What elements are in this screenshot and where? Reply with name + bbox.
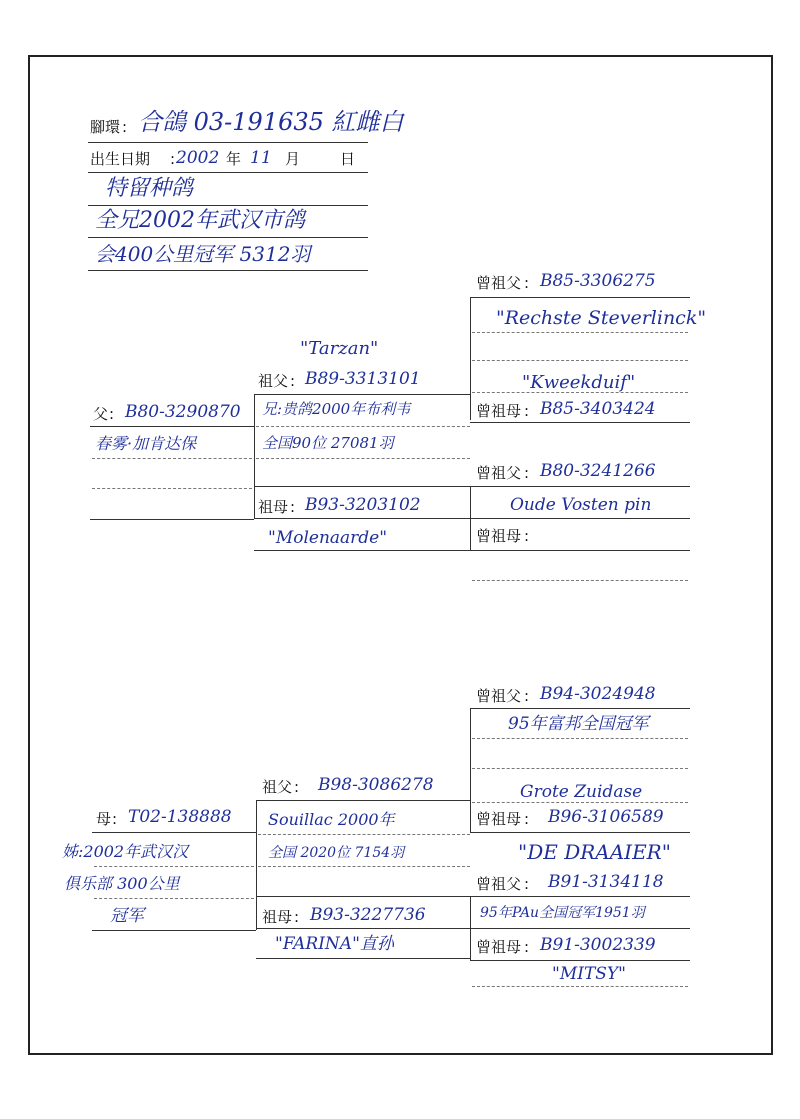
mother-ring: T02-138888	[128, 807, 232, 827]
gp1-label: 祖父	[258, 372, 289, 390]
ggp1-bracket	[470, 297, 471, 420]
note-underline-1	[88, 205, 368, 206]
m-ggp1-note-1: 95年富邦全国冠军	[508, 714, 649, 734]
mother-dash-2	[94, 898, 254, 899]
m-ggp3-label: 曾祖父	[476, 875, 522, 893]
colon: :	[294, 778, 300, 796]
mother-label: 母	[96, 810, 112, 828]
father-ring: B80-3290870	[125, 402, 241, 422]
ggp2-line	[470, 422, 690, 423]
ggp1-dash-3	[472, 392, 688, 393]
birth-month-label: 月	[285, 150, 301, 168]
gp2-ring: B93-3203102	[305, 495, 421, 515]
ggp4-dash-1	[472, 580, 688, 581]
colon: :	[524, 464, 530, 482]
m-gp2-line	[256, 928, 690, 929]
mother-note-1: 姊:2002年武汉汉	[62, 842, 189, 861]
ggp4-label: 曾祖母	[476, 527, 522, 545]
ggp3-line	[254, 486, 690, 487]
colon: :	[524, 810, 530, 828]
m-ggp2-label: 曾祖母	[476, 810, 522, 828]
note-underline-3	[88, 270, 368, 271]
ggp1-line	[470, 297, 690, 298]
m-gp2-label: 祖母	[262, 908, 293, 926]
m-ggp1-dash-3	[472, 802, 688, 803]
birth-date-label: 出生日期	[90, 150, 151, 168]
ggp1-note-1: "Rechste Steverlinck"	[496, 307, 707, 329]
gp2-name: "Molenaarde"	[268, 528, 388, 548]
m-ggp4-label: 曾祖母	[476, 938, 522, 956]
colon: :	[524, 938, 530, 956]
colon: :	[524, 875, 530, 893]
ring-value: 合鴿 03-191635 紅雌白	[138, 108, 404, 136]
father-label: 父	[93, 405, 109, 423]
note-line-1: 特留种鸽	[105, 176, 194, 201]
m-gp2-bottom-line	[256, 958, 470, 959]
father-bottom-line	[90, 519, 254, 520]
note-line-2: 全兄2002年武汉市鸽	[95, 208, 305, 233]
gp1-note-1: 兄:贵鸽2000年布利韦	[262, 400, 411, 418]
colon: :	[112, 810, 118, 828]
m-ggp1-dash-2	[472, 768, 688, 769]
ggp3-ring: B80-3241266	[540, 461, 656, 481]
gp1-dash-2	[256, 458, 470, 459]
birth-month: 11	[250, 148, 272, 168]
m-ggp2-name: "DE DRAAIER"	[518, 840, 671, 864]
birth-year: 2002	[176, 148, 220, 168]
ggp1-label: 曾祖父	[476, 274, 522, 292]
gp2-line	[254, 518, 690, 519]
colon: :	[524, 402, 530, 420]
ggp2-label: 曾祖母	[476, 402, 522, 420]
ggp2-ring: B85-3403424	[540, 399, 656, 419]
m-gp2-name: "FARINA"直孙	[275, 934, 394, 954]
m-ggp4-dash-1	[472, 986, 688, 987]
m-gp1-dash-2	[258, 866, 470, 867]
m-ggp4-name: "MITSY"	[552, 964, 626, 984]
ggp3-note-1: Oude Vosten pin	[510, 495, 652, 515]
gp1-note-2: 全国90位 27081羽	[262, 434, 394, 452]
ggp1-ring: B85-3306275	[540, 271, 656, 291]
m-ggp2-ring: B96-3106589	[548, 807, 664, 827]
m-gp1-note-1: Souillac 2000年	[268, 810, 395, 829]
mother-note-2: 俱乐部 300公里	[64, 874, 180, 893]
gp1-name: "Tarzan"	[300, 338, 379, 359]
ring-label: 腳環	[90, 118, 121, 136]
gp1-ring: B89-3313101	[305, 369, 421, 389]
m-gp-bracket	[256, 800, 257, 930]
gp1-line	[254, 394, 470, 395]
colon: :	[170, 150, 176, 168]
father-note-1: 春雾·加肯达保	[95, 434, 197, 453]
birth-underline	[88, 172, 368, 173]
m-ggp3-ring: B91-3134118	[548, 872, 664, 892]
m-ggp3-note-1: 95年PAu全国冠军1951羽	[480, 905, 645, 921]
colon: :	[294, 908, 300, 926]
m-gp1-line	[256, 800, 470, 801]
ggp1-dash-1	[472, 332, 688, 333]
m-ggp4-ring: B91-3002339	[540, 935, 656, 955]
mother-note-3: 冠军	[110, 906, 144, 926]
gp1-dash-1	[256, 426, 470, 427]
m-ggp1-dash-1	[472, 738, 688, 739]
m-ggp1-label: 曾祖父	[476, 687, 522, 705]
colon: :	[524, 274, 530, 292]
ggp1-note-3: "Kweekduif"	[522, 372, 636, 393]
birth-year-suffix: 年	[226, 150, 242, 168]
mother-dash-1	[94, 866, 254, 867]
ggp4-line	[470, 550, 690, 551]
m-ggp4-line	[470, 960, 690, 961]
m-gp1-label: 祖父	[262, 778, 293, 796]
m-ggp2-line	[470, 832, 690, 833]
mother-line	[92, 832, 256, 833]
colon: :	[524, 687, 530, 705]
note-line-3: 会400公里冠军 5312羽	[95, 242, 311, 266]
father-dash-2	[92, 488, 252, 489]
colon: :	[290, 372, 296, 390]
colon: :	[109, 405, 115, 423]
ggp1-dash-2	[472, 360, 688, 361]
m-ggp1-ring: B94-3024948	[540, 684, 656, 704]
colon: :	[290, 498, 296, 516]
m-gp2-ring: B93-3227736	[310, 905, 426, 925]
note-underline-2	[88, 237, 368, 238]
birth-day-label: 日	[340, 150, 356, 168]
m-gp1-dash-1	[258, 834, 470, 835]
gp-bracket	[254, 394, 255, 518]
m-gp1-note-2: 全国 2020位 7154羽	[268, 845, 405, 861]
gp2-bottom-line	[254, 550, 470, 551]
m-gp1-ring: B98-3086278	[318, 775, 434, 795]
m-ggp1-bracket	[470, 708, 471, 832]
ggp3-label: 曾祖父	[476, 464, 522, 482]
father-dash-1	[92, 458, 252, 459]
gp2-label: 祖母	[258, 498, 289, 516]
mother-bottom-line	[92, 930, 256, 931]
colon: :	[122, 118, 128, 136]
ring-underline	[88, 142, 368, 143]
colon: :	[524, 527, 530, 545]
m-ggp3-line	[256, 896, 690, 897]
father-line	[90, 426, 254, 427]
m-ggp1-note-3: Grote Zuidase	[520, 782, 643, 802]
m-ggp1-line	[470, 708, 690, 709]
